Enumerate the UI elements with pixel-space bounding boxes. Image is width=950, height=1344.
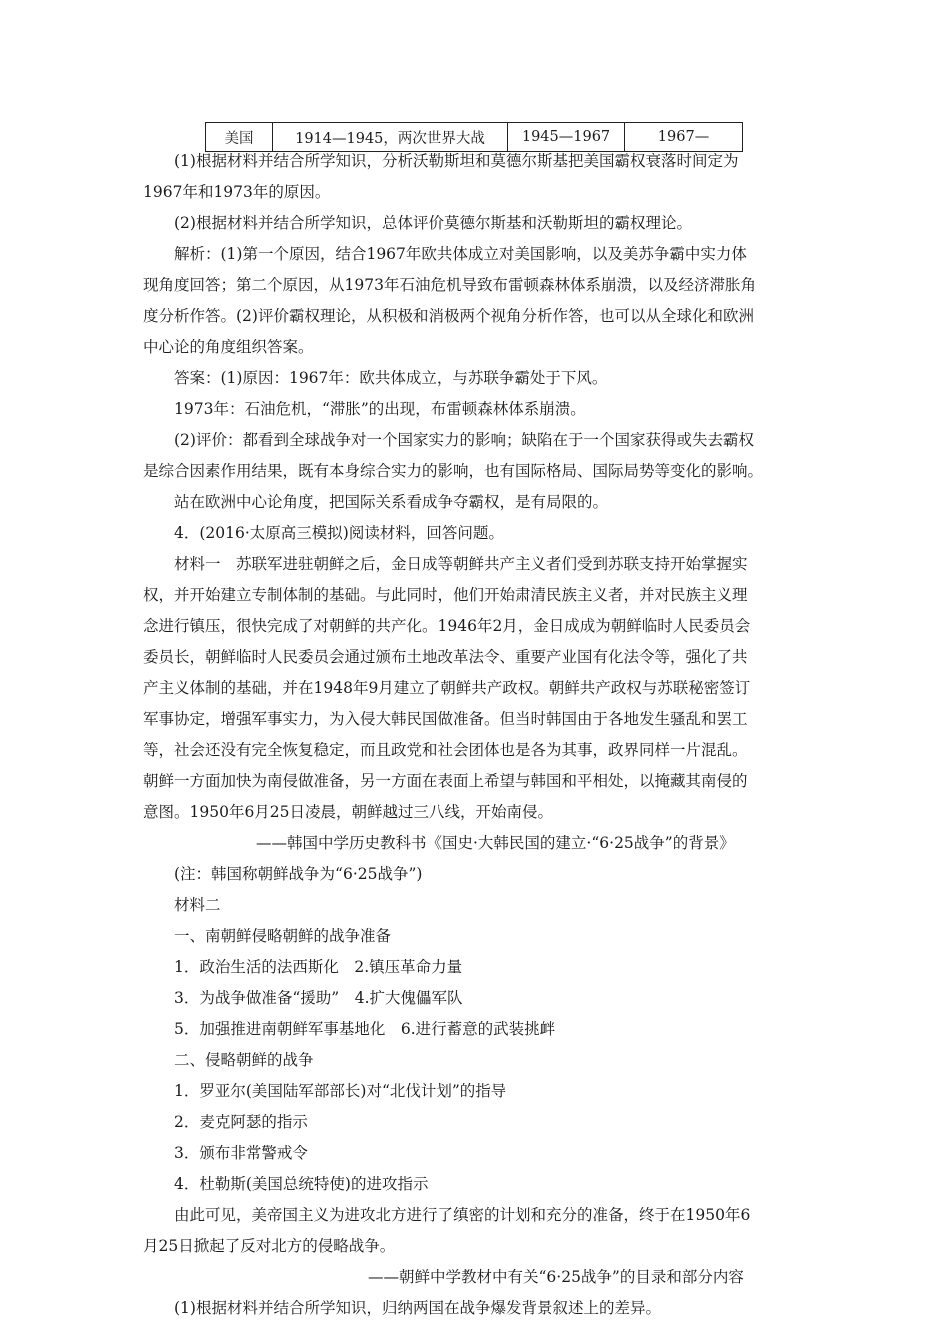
material-1-line: 朝鲜一方面加快为南侵做准备，另一方面在表面上希望与韩国和平相处，以掩藏其南侵的 [143, 772, 748, 790]
material-1-line: 念进行镇压，很快完成了对朝鲜的共产化。1946年2月，金日成成为朝鲜临时人民委员会 [143, 617, 751, 635]
table-cell: 1914—1945，两次世界大战 [273, 123, 508, 152]
material-1-line: 材料一 苏联军进驻朝鲜之后，金日成等朝鲜共产主义者们受到苏联支持开始掌握实 [174, 555, 748, 573]
question-1-line: (1)根据材料并结合所学知识，分析沃勒斯坦和莫德尔斯基把美国霸权衰落时间定为 [174, 152, 739, 170]
table-cell: 1945—1967 [508, 123, 625, 152]
material-2-section-title: 二、侵略朝鲜的战争 [174, 1051, 314, 1069]
analysis-line: 现角度回答；第二个原因，从1973年石油危机导致布雷顿森林体系崩溃，以及经济滞胀角 [143, 276, 756, 294]
material-1-source: ——韩国中学历史教科书《国史·大韩民国的建立·“6·25战争”的背景》 [256, 834, 735, 852]
table-cell: 美国 [206, 123, 273, 152]
answer-line: 是综合因素作用结果，既有本身综合实力的影响，也有国际格局、国际局势等变化的影响。 [143, 462, 764, 480]
material-2-item: 5．加强推进南朝鲜军事基地化 6.进行蓄意的武装挑衅 [174, 1020, 556, 1038]
material-2-item: 1．政治生活的法西斯化 2.镇压革命力量 [174, 958, 463, 976]
material-1-line: 军事协定，增强军事实力，为入侵大韩民国做准备。但当时韩国由于各地发生骚乱和罢工 [143, 710, 748, 728]
analysis-line: 中心论的角度组织答案。 [143, 338, 314, 356]
answer-line: 答案：(1)原因：1967年：欧共体成立，与苏联争霸处于下风。 [174, 369, 608, 387]
question-2-line: (2)根据材料并结合所学知识，总体评价莫德尔斯基和沃勒斯坦的霸权理论。 [174, 214, 692, 232]
material-1-line: 意图。1950年6月25日凌晨，朝鲜越过三八线，开始南侵。 [143, 803, 554, 821]
era-table [205, 122, 743, 152]
material-1-note: (注：韩国称朝鲜战争为“6·25战争”) [174, 865, 423, 883]
material-2-item: 3．为战争做准备“援助” 4.扩大傀儡军队 [174, 989, 463, 1007]
answer-line: 1973年：石油危机，“滞胀”的出现，布雷顿森林体系崩溃。 [174, 400, 586, 418]
table-cell: 1967— [625, 123, 743, 152]
material-2-conclusion: 月25日掀起了反对北方的侵略战争。 [143, 1237, 396, 1255]
answer-line: (2)评价：都看到全球战争对一个国家实力的影响；缺陷在于一个国家获得或失去霸权 [174, 431, 754, 449]
material-2-heading: 材料二 [174, 896, 221, 914]
material-1-line: 委员长，朝鲜临时人民委员会通过颁布土地改革法令、重要产业国有化法令等，强化了共 [143, 648, 748, 666]
material-1-line: 产主义体制的基础，并在1948年9月建立了朝鲜共产政权。朝鲜共产政权与苏联秘密签订 [143, 679, 751, 697]
material-2-item: 4．杜勒斯(美国总统特使)的进攻指示 [174, 1175, 429, 1193]
material-2-item: 1．罗亚尔(美国陆军部部长)对“北伐计划”的指导 [174, 1082, 507, 1100]
material-1-line: 等，社会还没有完全恢复稳定，而且政党和社会团体也是各为其事，政界同样一片混乱。 [143, 741, 748, 759]
question-4-heading: 4．(2016·太原高三模拟)阅读材料，回答问题。 [174, 524, 504, 542]
question-4-1-line: (1)根据材料并结合所学知识，归纳两国在战争爆发背景叙述上的差异。 [174, 1299, 661, 1317]
material-2-item: 3．颁布非常警戒令 [174, 1144, 308, 1162]
material-2-conclusion: 由此可见，美帝国主义为进攻北方进行了缜密的计划和充分的准备，终于在1950年6 [174, 1206, 751, 1224]
material-2-item: 2．麦克阿瑟的指示 [174, 1113, 308, 1131]
material-1-line: 权，并开始建立专制体制的基础。与此同时，他们开始肃清民族主义者，并对民族主义理 [143, 586, 748, 604]
answer-line: 站在欧洲中心论角度，把国际关系看成争夺霸权，是有局限的。 [174, 493, 609, 511]
analysis-line: 解析：(1)第一个原因，结合1967年欧共体成立对美国影响，以及美苏争霸中实力体 [174, 245, 747, 263]
material-2-section-title: 一、南朝鲜侵略朝鲜的战争准备 [174, 927, 392, 945]
analysis-line: 度分析作答。(2)评价霸权理论，从积极和消极两个视角分析作答，也可以从全球化和欧洲 [143, 307, 754, 325]
table-row [206, 123, 743, 152]
question-1-line: 1967年和1973年的原因。 [143, 183, 331, 201]
material-2-source: ——朝鲜中学教材中有关“6·25战争”的目录和部分内容 [368, 1268, 744, 1286]
